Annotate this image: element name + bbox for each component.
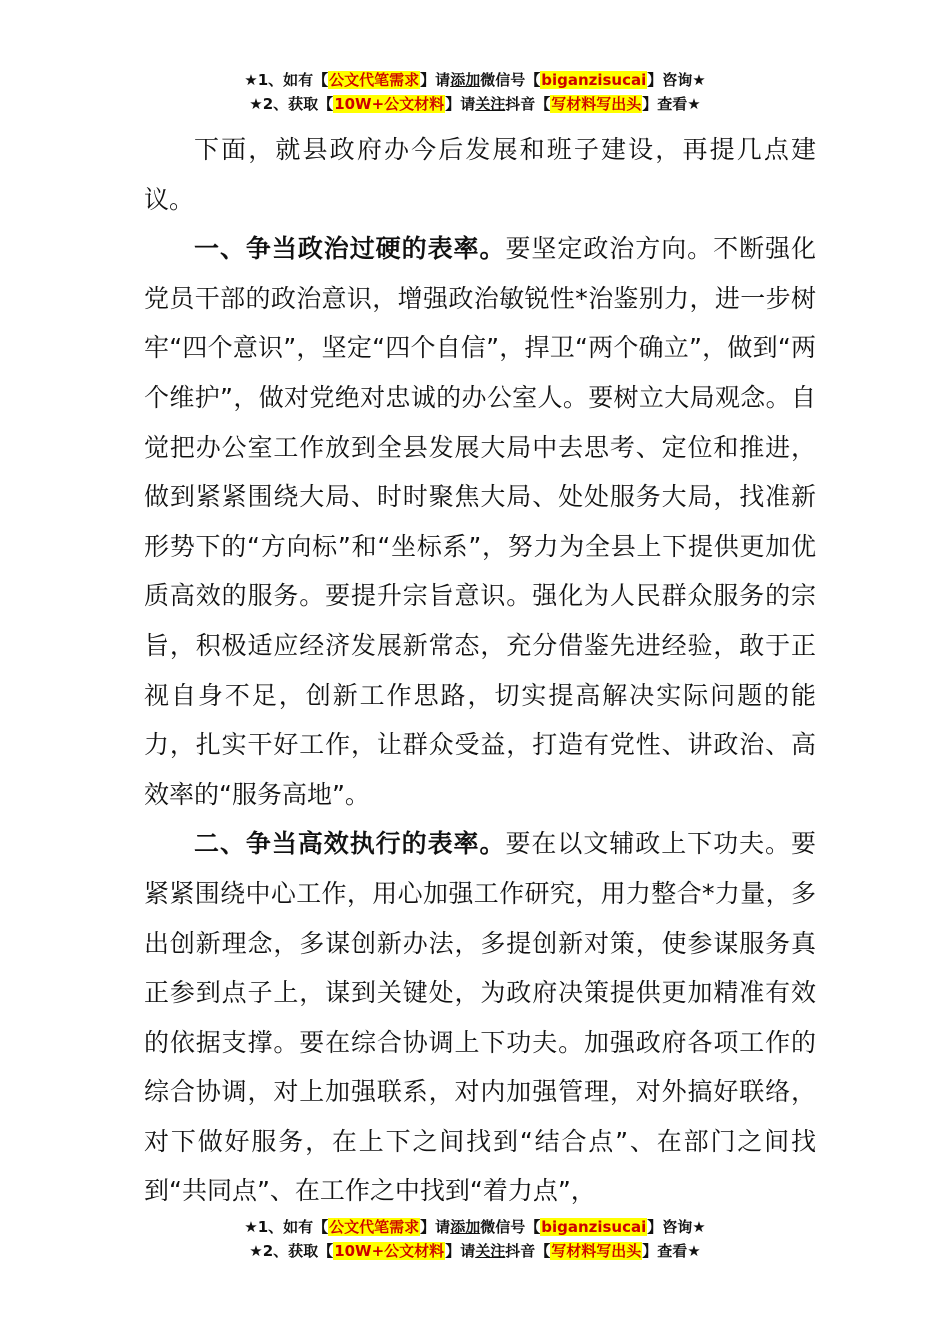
star-icon: ★ xyxy=(249,1242,263,1260)
header-banner xyxy=(0,68,950,116)
banner-highlight: 公文代笔需求 xyxy=(329,1218,420,1236)
banner-text: 】查看★ xyxy=(642,95,701,113)
banner-text: 】请 xyxy=(445,95,476,113)
banner-text: 】咨询★ xyxy=(647,1218,706,1236)
paragraph-heading: 一、争当政治过硬的表率。 xyxy=(194,234,506,264)
banner-underlined: 添加 xyxy=(450,71,481,89)
banner-text: 】请 xyxy=(445,1242,476,1260)
banner-text: 】查看★ xyxy=(642,1242,701,1260)
banner-text: 抖音【 xyxy=(505,1242,551,1260)
banner-text: 2、获取【 xyxy=(262,1242,334,1260)
banner-text: 抖音【 xyxy=(505,95,551,113)
banner-highlight: biganzisucai xyxy=(541,71,647,89)
banner-text: 微信号【 xyxy=(480,71,541,89)
banner-text: 】请 xyxy=(420,71,451,89)
banner-line-1 xyxy=(0,68,950,92)
banner-highlight: 10W+公文材料 xyxy=(334,1242,445,1260)
banner-line-2 xyxy=(0,1239,950,1263)
document-body xyxy=(144,125,816,1216)
paragraph-heading: 二、争当高效执行的表率。 xyxy=(194,829,506,859)
star-icon: ★ xyxy=(244,71,258,89)
banner-underlined: 关注 xyxy=(475,95,506,113)
paragraph-section-1 xyxy=(144,224,816,819)
banner-underlined: 关注 xyxy=(475,1242,506,1260)
banner-text: 】请 xyxy=(420,1218,451,1236)
banner-line-1 xyxy=(0,1215,950,1239)
banner-highlight: 10W+公文材料 xyxy=(334,95,445,113)
banner-highlight: biganzisucai xyxy=(541,1218,647,1236)
paragraph-section-2 xyxy=(144,819,816,1216)
footer-banner xyxy=(0,1215,950,1263)
banner-text: 1、如有【 xyxy=(257,1218,329,1236)
banner-text: 】咨询★ xyxy=(647,71,706,89)
banner-text: 微信号【 xyxy=(480,1218,541,1236)
star-icon: ★ xyxy=(249,95,263,113)
banner-underlined: 添加 xyxy=(450,1218,481,1236)
banner-highlight: 公文代笔需求 xyxy=(329,71,420,89)
paragraph-text: 要在以文辅政上下功夫。要紧紧围绕中心工作，用心加强工作研究，用力整合*力量，多出创新理念，多谋创新办法，多提创新对策，使参谋服务真正参到点子上，谋到关键处，为政府决策提供更加精准有效的依据支撑。要在综合协调上下功夫。加强政府各项工作的综合协调，对上加强联系，对内加强管理，对外搞好联络，对下做好服务，在上下之间找到“结合点”、在部门之间找到“共同点”、在工作之中找到“着力点”， xyxy=(144,829,816,1206)
banner-text: 1、如有【 xyxy=(257,71,329,89)
paragraph-intro xyxy=(144,125,816,224)
paragraph-text: 下面，就县政府办今后发展和班子建设，再提几点建议。 xyxy=(144,135,816,214)
banner-highlight: 写材料写出头 xyxy=(551,95,642,113)
banner-text: 2、获取【 xyxy=(262,95,334,113)
paragraph-text: 要坚定政治方向。不断强化党员干部的政治意识，增强政治敏锐性*治鉴别力，进一步树牢“四个意识”，坚定“四个自信”，捍卫“两个确立”，做到“两个维护”，做对党绝对忠诚的办公室人。要树立大局观念。自觉把办公室工作放到全县发展大局中去思考、定位和推进，做到紧紧围绕大局、时时聚焦大局、处处服务大局，找准新形势下的“方向标”和“坐标系”，努力为全县上下提供更加优质高效的服务。要提升宗旨意识。强化为人民群众服务的宗旨，积极适应经济发展新常态，充分借鉴先进经验，敢于正视自身不足，创新工作思路，切实提高解决实际问题的能力，扎实干好工作，让群众受益，打造有党性、讲政治、高效率的“服务高地”。 xyxy=(144,234,816,809)
banner-line-2 xyxy=(0,92,950,116)
banner-highlight: 写材料写出头 xyxy=(551,1242,642,1260)
star-icon: ★ xyxy=(244,1218,258,1236)
